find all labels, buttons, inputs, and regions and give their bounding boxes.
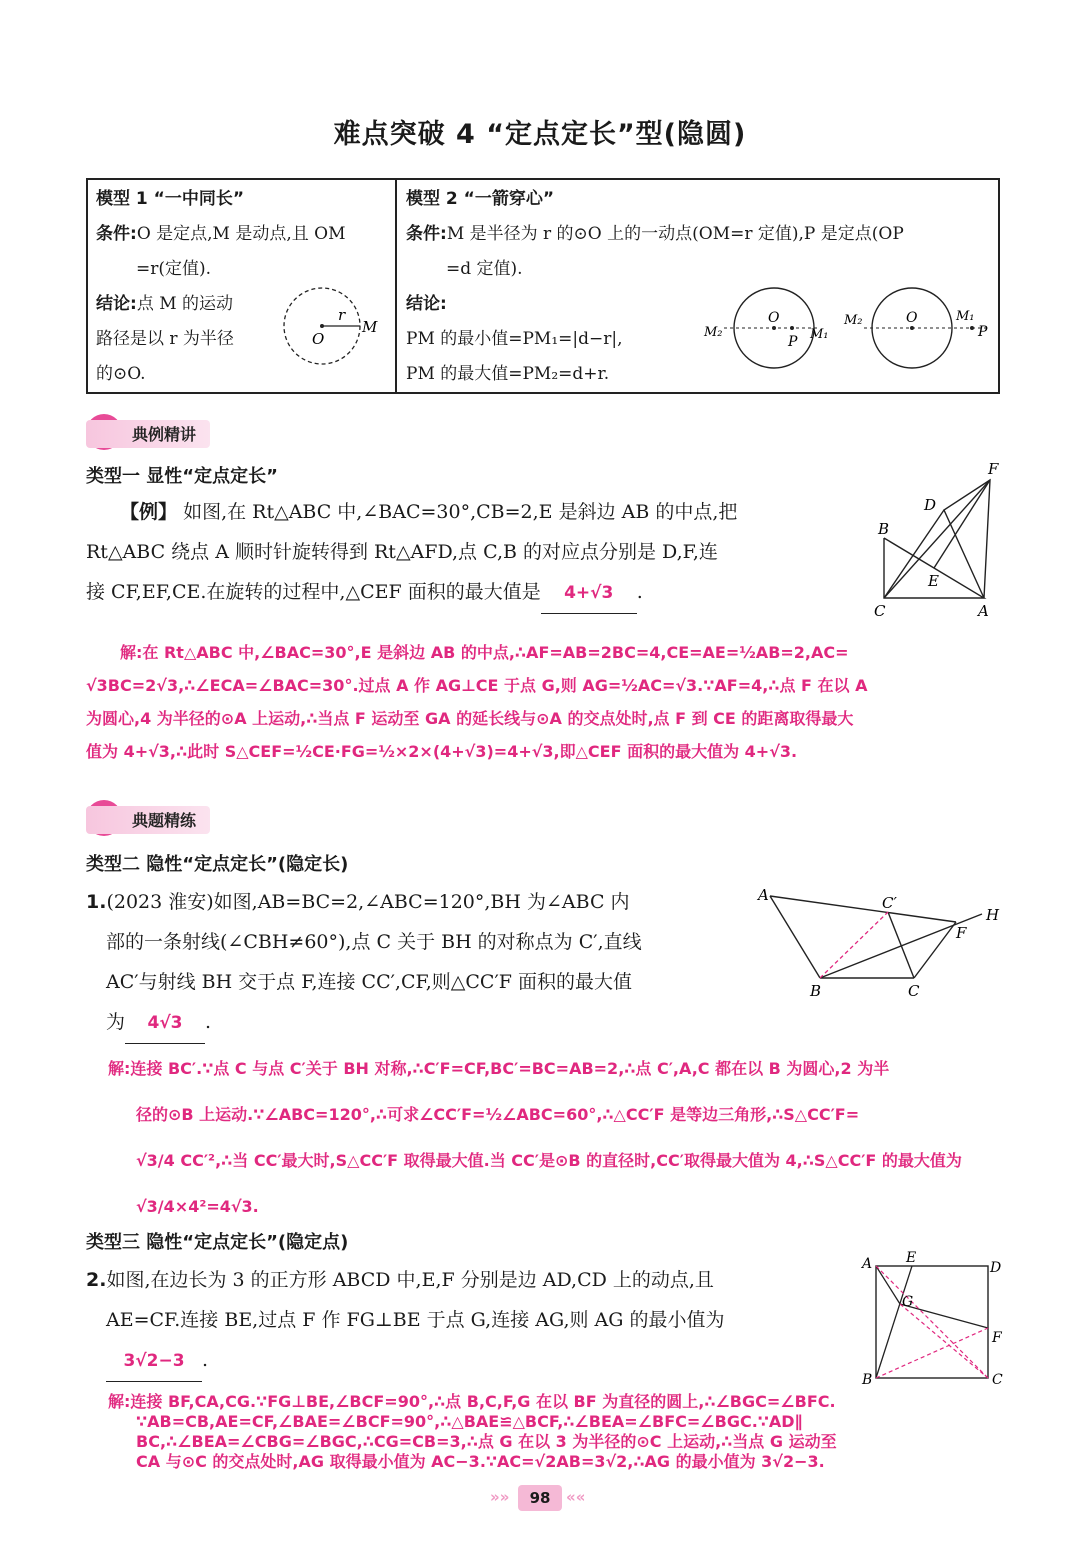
solution-line: CA 与⊙C 的交点处时,AG 取得最小值为 AC−3.∵AC=√2AB=3√2,∴AG 的最小值为 3√2−3. [136, 1452, 825, 1471]
chevron-right-icon: »» [490, 1488, 510, 1506]
q1-number: 1. [86, 891, 107, 913]
page-number-label: 98 [518, 1485, 562, 1511]
solution-line: √3BC=2√3,∴∠ECA=∠BAC=30°.过点 A 作 AG⊥CE 于点 G,则 AG=½AC=√3.∵AF=4,∴点 F 在以 A [86, 676, 868, 695]
label-O: O [312, 330, 325, 348]
solution-line: 解:连接 BF,CA,CG.∵FG⊥BE,∠BCF=90°,∴点 B,C,F,G 在以 BF 为直径的圆上,∴∠BGC=∠BFC. [108, 1392, 836, 1411]
fig2-M1: M₁ [956, 309, 975, 324]
q2-end: . [202, 1349, 209, 1371]
model1-concl-label: 结论: [96, 294, 137, 314]
example-end: . [636, 581, 643, 603]
type2-heading: 类型二 隐性“定点定长”(隐定长) [86, 854, 349, 875]
segment-AG [876, 1266, 900, 1304]
model-box [86, 178, 1000, 394]
example-solution [86, 636, 1006, 768]
type1-heading: 类型一 显性“定点定长” [86, 466, 278, 487]
fig-label-C1: C′ [882, 894, 897, 912]
fig-label-E: E [906, 1250, 917, 1266]
fig-label-E: E [928, 572, 939, 590]
dashed-GC [900, 1304, 988, 1378]
center-dot [320, 324, 324, 328]
model2-cond-text: M 是半径为 r 的⊙O 上的一动点(OM=r 定值),P 是定点(OP [446, 224, 904, 244]
fig-label-A: A [758, 886, 769, 904]
model2-header: 模型 2 “一箭穿心” [406, 189, 555, 209]
q2-line1: 如图,在边长为 3 的正方形 ABCD 中,E,F 分别是边 AD,CD 上的动点,且 [106, 1269, 714, 1291]
chevron-left-icon: «« [566, 1488, 586, 1506]
section-badge-examples: 典例精讲 [86, 420, 210, 448]
segment-EF [934, 480, 990, 568]
q1-answer: 4√3 [125, 1003, 205, 1044]
q2-number: 2. [86, 1269, 107, 1291]
dashed-AC [876, 1266, 988, 1378]
label-M: M [362, 318, 378, 336]
q2-figure [856, 1250, 1006, 1388]
model1-cond-text: O 是定点,M 是动点,且 OM [136, 224, 346, 244]
fig-label-A: A [862, 1256, 873, 1272]
fig-label-H: H [986, 906, 1000, 924]
model2-min-text: PM 的最小值=PM₁=|d−r|, [406, 329, 623, 349]
model2-concl-label: 结论: [406, 294, 447, 314]
triangle-AFD [944, 480, 990, 598]
q1-end: . [205, 1011, 212, 1033]
section-badge-practice: 典题精练 [86, 806, 210, 834]
q2-answer: 3√2−3 [106, 1341, 202, 1382]
q1-line3: AC′与射线 BH 交于点 F,连接 CC′,CF,则△CC′F 面积的最大值 [106, 971, 632, 993]
solution-line: 解:在 Rt△ABC 中,∠BAC=30°,E 是斜边 AB 的中点,∴AF=AB=2BC=4,CE=AE=½AB=2,AC= [120, 643, 849, 662]
segment-FG [900, 1304, 988, 1328]
segment-CC1 [888, 912, 914, 978]
fig2-O: O [906, 310, 918, 326]
solution-line: 径的⊙B 上运动.∵∠ABC=120°,∴可求∠CC′F=½∠ABC=60°,∴△CC′F 是等边三角形,∴S△CC′F= [136, 1105, 860, 1124]
fig-label-C: C [908, 982, 920, 1000]
solution-line: √3/4 CC′²,∴当 CC′最大时,S△CC′F 取得最大值.当 CC′是⊙B 的直径时,CC′取得最大值为 4,∴S△CC′F 的最大值为 [136, 1151, 962, 1170]
q2-solution [108, 1392, 1006, 1472]
fig-label-C: C [992, 1372, 1003, 1388]
model1-cond-text2: =r(定值). [136, 259, 212, 279]
solution-line: ∵AB=CB,AE=CF,∠BAE=∠BCF=90°,∴△BAE≌△BCF,∴∠BEA=∠BFC=∠BGC.∵AD∥ [136, 1412, 803, 1431]
example-block [86, 492, 866, 614]
example-label: 【例】 [120, 501, 178, 523]
model-divider [395, 180, 397, 392]
question-1 [86, 882, 766, 1044]
fig-label-B: B [862, 1372, 873, 1388]
segment-AB [770, 896, 820, 978]
page-number [490, 1485, 590, 1511]
fig1-P: P [788, 334, 798, 350]
page-title: 难点突破 4 “定点定长”型(隐圆) [333, 119, 747, 150]
model1-figure [274, 280, 384, 375]
solution-line: 值为 4+√3,∴此时 S△CEF=½CE·FG=½×2×(4+√3)=4+√3,即△CEF 面积的最大值为 4+√3. [86, 742, 798, 761]
fig2-M2: M₂ [844, 313, 863, 328]
fig2-P: P [978, 324, 988, 340]
segment-BE [876, 1266, 912, 1378]
fig-label-D: D [990, 1260, 1002, 1276]
segment-CF [914, 922, 956, 978]
fig1-O: O [768, 310, 780, 326]
type3-heading: 类型三 隐性“定点定长”(隐定点) [86, 1232, 349, 1253]
model2-cond-text2: =d 定值). [446, 259, 523, 279]
fig-label-D: D [924, 496, 937, 514]
example-figure [866, 458, 1006, 620]
example-answer: 4+√3 [541, 573, 637, 614]
q1-figure [756, 882, 1006, 1000]
model2-figures [702, 282, 998, 382]
fig-label-F: F [988, 460, 999, 478]
model1-concl-text3: 的⊙O. [96, 364, 146, 384]
segment-AF [770, 896, 956, 922]
model1-cond-label: 条件: [96, 224, 137, 244]
fig1-M1: M₁ [810, 327, 829, 342]
example-line1: 如图,在 Rt△ABC 中,∠BAC=30°,CB=2,E 是斜边 AB 的中点,把 [183, 501, 738, 523]
fig-label-A: A [978, 602, 989, 620]
fig-label-C: C [874, 602, 886, 620]
model1-concl-text2: 路径是以 r 为半径 [96, 329, 234, 349]
model1-concl-text: 点 M 的运动 [136, 294, 234, 314]
question-2 [86, 1260, 856, 1382]
q1-solution [108, 1046, 1006, 1230]
fig1-M2: M₂ [704, 325, 723, 340]
example-line2: Rt△ABC 绕点 A 顺时针旋转得到 Rt△AFD,点 C,B 的对应点分别是 D,F,连 [86, 541, 718, 563]
fig-label-F: F [992, 1330, 1002, 1346]
example-line3: 接 CF,EF,CE.在旋转的过程中,△CEF 面积的最大值是 [86, 581, 541, 603]
model2-cond-label: 条件: [406, 224, 447, 244]
q1-line1: (2023 淮安)如图,AB=BC=2,∠ABC=120°,BH 为∠ABC 内 [106, 891, 630, 913]
q2-line2: AE=CF.连接 BE,过点 F 作 FG⊥BE 于点 G,连接 AG,则 AG 的最小值为 [106, 1309, 725, 1331]
fig-label-G: G [902, 1294, 914, 1310]
q1-line4: 为 [106, 1011, 126, 1033]
model1-header: 模型 1 “一中同长” [96, 189, 245, 209]
dashed-BF [876, 1328, 988, 1378]
label-r: r [338, 306, 346, 324]
fig-label-B: B [810, 982, 822, 1000]
fig-label-B: B [878, 520, 890, 538]
fig-label-F: F [956, 924, 967, 942]
model2-max-text: PM 的最大值=PM₂=d+r. [406, 364, 610, 384]
solution-line: 解:连接 BC′.∵点 C 与点 C′关于 BH 对称,∴C′F=CF,BC′=BC=AB=2,∴点 C′,A,C 都在以 B 为圆心,2 为半 [108, 1059, 890, 1078]
dashed-BC1 [820, 912, 888, 978]
solution-line: √3/4×4²=4√3. [136, 1197, 259, 1216]
q1-line2: 部的一条射线(∠CBH≠60°),点 C 关于 BH 的对称点为 C′,直线 [106, 931, 642, 953]
solution-line: BC,∴∠BEA=∠CBG=∠BGC,∴CG=CB=3,∴点 G 在以 3 为半径的⊙C 上运动,∴当点 G 运动至 [136, 1432, 837, 1451]
solution-line: 为圆心,4 为半径的⊙A 上运动,∴当点 F 运动至 GA 的延长线与⊙A 的交点处时,点 F 到 CE 的距离取得最大 [86, 709, 854, 728]
